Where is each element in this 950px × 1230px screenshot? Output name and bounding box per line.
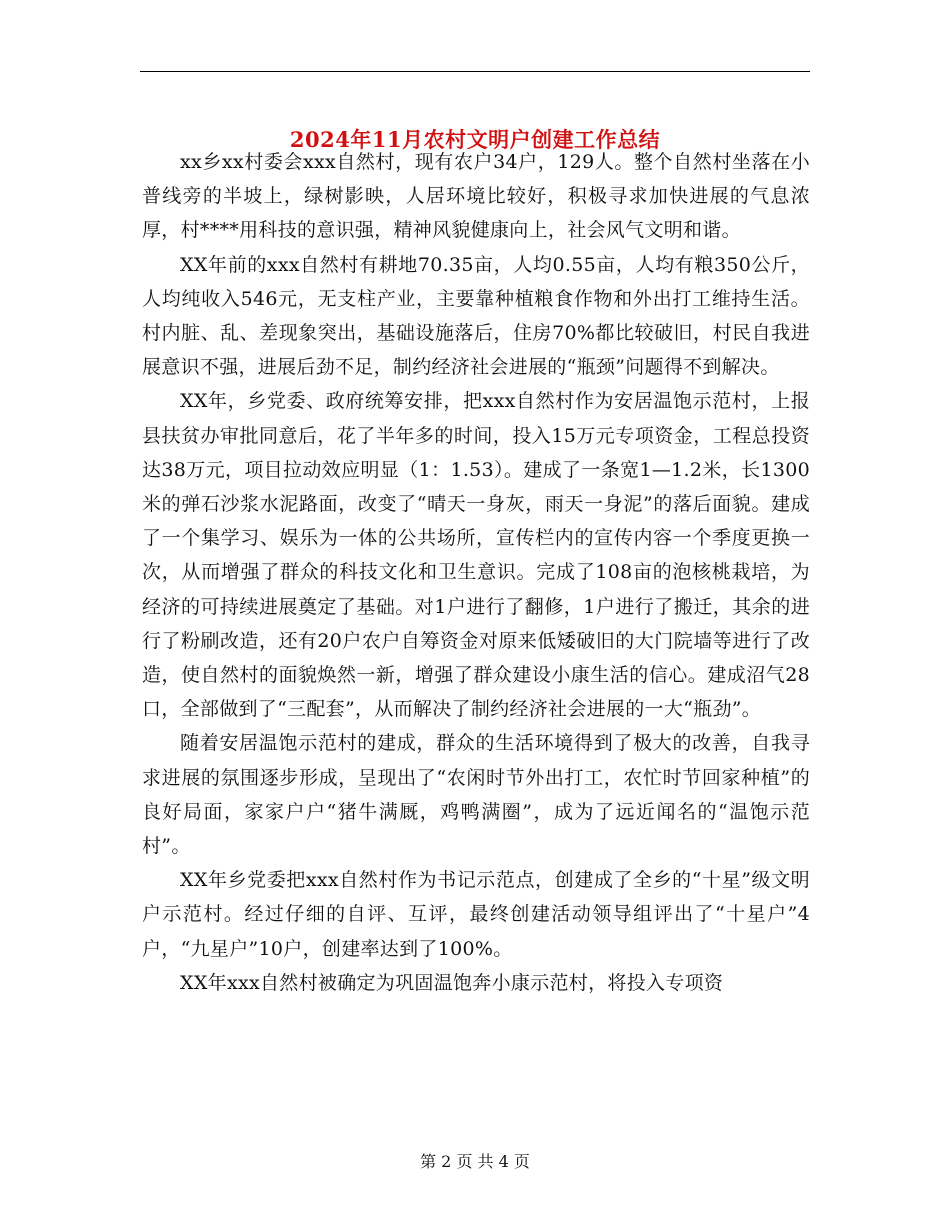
paragraph-6: XX年xxx自然村被确定为巩固温饱奔小康示范村，将投入专项资 bbox=[180, 971, 724, 994]
paragraph-5: XX年乡党委把xxx自然村作为书记示范点，创建成了全乡的“十星”级文明户示范村。经过仔细的自评、互评，最终创建活动领导组评出了“十星户”4户，“九星户”10户，创建率达到了100%。 bbox=[142, 869, 810, 960]
page-number-footer: 第 2 页 共 4 页 bbox=[420, 1152, 530, 1171]
document-title: 2024年11月农村文明户创建工作总结 bbox=[289, 127, 661, 153]
paragraph-1: xx乡xx村委会xxx自然村，现有农户34户，129人。整个自然村坐落在小普线旁的半坡上，绿树影映，人居环境比较好，积极寻求加快进展的气息浓厚，村****用科技的意识强，精神风貌健康向上，社会风气文明和谐。 bbox=[142, 151, 810, 242]
header-rule bbox=[140, 71, 810, 72]
paragraph-2: XX年前的xxx自然村有耕地70.35亩，人均0.55亩，人均有粮350公斤，人均纯收入546元，无支柱产业，主要靠种植粮食作物和外出打工维持生活。村内脏、乱、差现象突出，基础设施落后，住房70%都比较破旧，村民自我进展意识不强，进展后劲不足，制约经济社会进展的“瓶颈”问题得不到解决。 bbox=[142, 253, 810, 379]
paragraph-4: 随着安居温饱示范村的建成，群众的生活环境得到了极大的改善，自我寻求进展的氛围逐步形成，呈现出了“农闲时节外出打工，农忙时节回家种植”的良好局面，家家户户“猪牛满厩，鸡鸭满圈”，成为了远近闻名的“温饱示范村”。 bbox=[142, 732, 810, 858]
document-body bbox=[142, 145, 810, 1000]
paragraph-3: XX年，乡党委、政府统筹安排，把xxx自然村作为安居温饱示范村，上报县扶贫办审批同意后，花了半年多的时间，投入15万元专项资金，工程总投资达38万元，项目拉动效应明显（1：1.53）。建成了一条宽1—1.2米，长1300米的弹石沙浆水泥路面，改变了“晴天一身灰，雨天一身泥”的落后面貌。建成了一个集学习、娱乐为一体的公共场所，宣传栏内的宣传内容一个季度更换一次，从而增强了群众的科技文化和卫生意识。完成了108亩的泡核桃栽培，为经济的可持续进展奠定了基础。对1户进行了翻修，1户进行了搬迁，其余的进行了粉刷改造，还有20户农户自筹资金对原来低矮破旧的大门院墙等进行了改造，使自然村的面貌焕然一新，增强了群众建设小康生活的信心。建成沼气28口，全部做到了“三配套”，从而解决了制约经济社会进展的一大“瓶劲”。 bbox=[142, 390, 810, 721]
